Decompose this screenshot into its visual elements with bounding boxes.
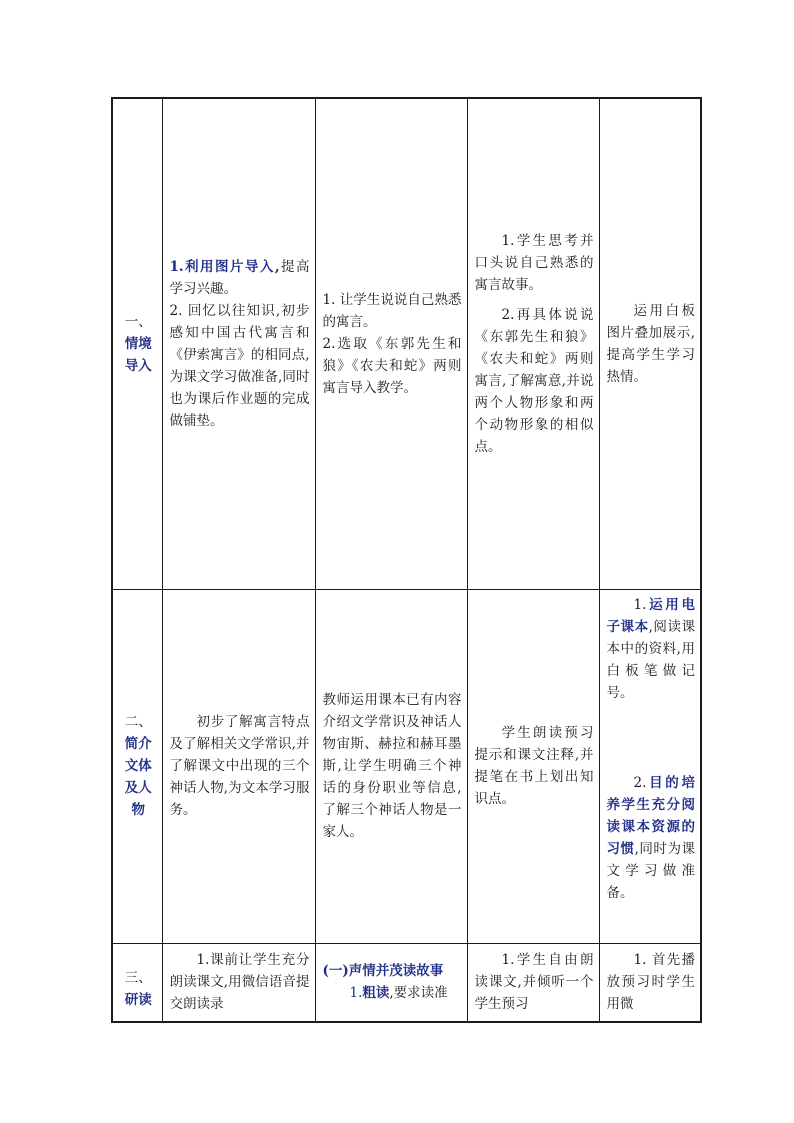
teacher-activity-text: 2.选取《东郭先生和狼》《农夫和蛇》两则寓言导入教学。 <box>322 335 462 396</box>
tech-use-text: ,阅读课本中的资料,用白板笔做记号。 <box>606 618 696 701</box>
teacher-activity-item <box>323 982 462 1004</box>
tech-use-number: 1. <box>633 596 647 613</box>
objective-highlight: 1.利用图片导入, <box>169 258 280 275</box>
tech-use-text: ,同时为课文学习做准备。 <box>606 840 696 901</box>
student-activity-text: 2.再具体说说《东郭先生和狼》《农夫和蛇》两则寓言,了解寓意,并说两个人物形象和两个动物形象的相似点。 <box>474 306 594 455</box>
table-row <box>112 943 701 1022</box>
teacher-activity-number: 1. <box>349 985 363 1002</box>
table-row <box>112 589 701 943</box>
student-activity-cell <box>467 98 599 589</box>
tech-use-cell <box>599 943 701 1022</box>
teacher-activity-text: 教师运用课本已有内容介绍文学常识及神话人物宙斯、赫拉和赫耳墨斯,让学生明确三个神话的身份职业等信息,了解三个神话人物是一家人。 <box>322 692 462 840</box>
tech-use-item <box>607 594 696 704</box>
student-activity-cell <box>467 943 599 1022</box>
stage-cell <box>112 589 162 943</box>
tech-use-text: 运用白板图片叠加展示,提高学生学习热情。 <box>606 302 695 385</box>
tech-use-cell <box>599 589 701 943</box>
stage-name: 情境导入 <box>124 335 152 374</box>
student-activity-cell <box>467 589 599 943</box>
tech-use-number: 2. <box>633 774 647 791</box>
tech-use-item <box>607 772 696 904</box>
teacher-activity-text: 1. 让学生说说自己熟悉的寓言。 <box>322 291 462 330</box>
stage-cell <box>112 98 162 589</box>
student-activity-text: 1.学生自由朗读课文,并倾听一个学生预习 <box>474 952 594 1013</box>
objective-cell <box>162 943 315 1022</box>
objective-text: 2. 回忆以往知识,初步感知中国古代寓言和《伊索寓言》的相同点,为课文学习做准备,同时也为课后作业题的完成做铺垫。 <box>169 302 310 429</box>
objective-text: 1.课前让学生充分朗读课文,用微信语音提交朗读录 <box>169 952 310 1013</box>
stage-name: 研读 <box>124 991 152 1008</box>
objective-text: 初步了解寓言特点及了解相关文学常识,并了解课文中出现的三个神话人物,为文本学习服务。 <box>169 714 310 818</box>
teacher-activity-heading: (一)声情并茂读故事 <box>322 963 444 980</box>
student-activity-text: 学生朗读预习提示和课文注释,并提笔在书上划出知识点。 <box>474 725 594 807</box>
stage-number: 三、 <box>124 969 152 986</box>
student-activity-text: 1.学生思考并口头说自己熟悉的寓言故事。 <box>474 232 594 293</box>
stage-name: 简介文体及人物 <box>124 736 152 818</box>
table-row <box>112 98 701 589</box>
teacher-activity-cell <box>315 943 467 1022</box>
stage-number: 一、 <box>124 313 152 330</box>
tech-use-highlight: 运用电子课本 <box>606 596 695 635</box>
tech-use-highlight: 目的培养学生充分阅读课本资源的习惯 <box>606 774 695 857</box>
stage-cell <box>112 943 162 1022</box>
lesson-plan-table <box>111 97 702 1023</box>
stage-number: 二、 <box>124 714 152 730</box>
objective-text: 提高学习兴趣。 <box>169 258 310 297</box>
objective-cell <box>162 98 315 589</box>
tech-use-text: 1. 首先播放预习时学生用微 <box>606 952 695 1013</box>
objective-cell <box>162 589 315 943</box>
teacher-activity-highlight: 粗读 <box>362 985 390 1002</box>
teacher-activity-cell <box>315 589 467 943</box>
teacher-activity-text: ,要求读准 <box>389 985 448 1002</box>
tech-use-cell <box>599 98 701 589</box>
teacher-activity-cell <box>315 98 467 589</box>
